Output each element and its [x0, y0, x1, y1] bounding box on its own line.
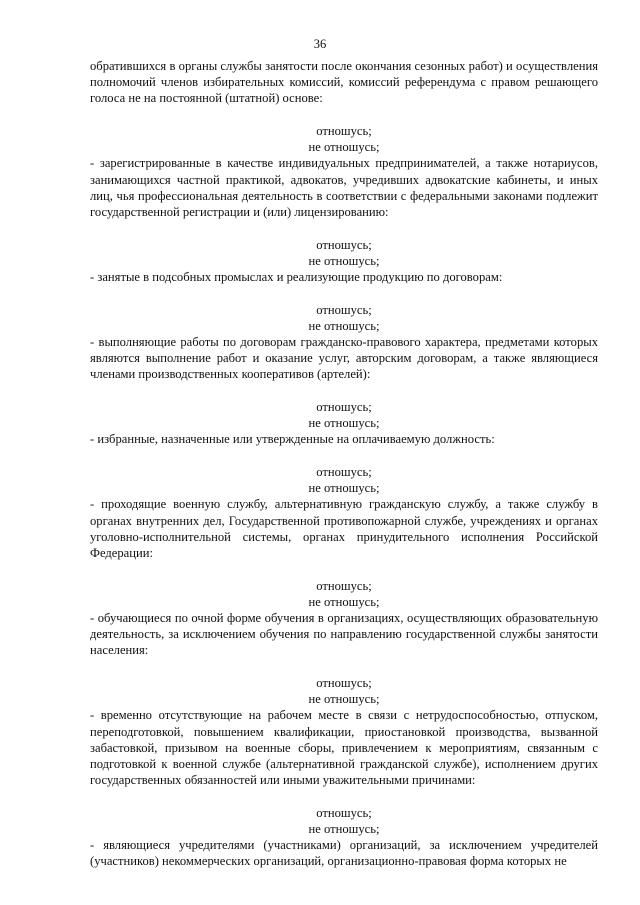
option-no: не отношусь; [308, 692, 380, 707]
list-item-full-time-students: - обучающиеся по очной форме обучения в организациях, осуществляющих образовательную деятельность, за исключением обучения по направлению государственной службы занятости населения: [90, 611, 598, 658]
list-item-elected-positions: - избранные, назначенные или утвержденные на оплачиваемую должность: [90, 432, 495, 447]
option-no: не отношусь; [308, 594, 380, 609]
list-item-subsidiary-crafts: - занятые в подсобных промыслах и реализующие продукцию по договорам: [90, 270, 503, 285]
option-yes: отношусь; [316, 400, 372, 415]
list-item-civil-contracts: - выполняющие работы по договорам гражданско-правового характера, предметами которых являются выполнение работ и оказание услуг, авторским договорам, а также являющиеся членами производственных кооперативов (артелей): [90, 335, 598, 382]
option-no: не отношусь; [308, 140, 380, 155]
option-no: не отношусь; [308, 253, 380, 268]
intro-paragraph: обратившихся в органы службы занятости после окончания сезонных работ) и осуществления полномочий членов избирательных комиссий, комиссий референдума с правом решающего голоса не на постоянной (штатной) основе: [90, 59, 598, 106]
list-item-founders: - являющиеся учредителями (участниками) организаций, за исключением учредителей (участников) некоммерческих организаций, организационно-правовая форма которых не [90, 838, 598, 869]
option-yes: отношусь; [316, 578, 372, 593]
option-yes: отношусь; [316, 124, 372, 138]
option-no: не отношусь; [308, 822, 380, 837]
list-item-military-service: - проходящие военную службу, альтернативную гражданскую службу, а также службу в органах внутренних дел, Государственной противопожарной службе, учреждениях и органах уголовно-исполнительной системы, органах принудительного исполнения Российской Федерации: [90, 497, 598, 561]
option-yes: отношусь; [316, 805, 372, 820]
option-no: не отношусь; [308, 416, 380, 431]
list-item-entrepreneurs: - зарегистрированные в качестве индивидуальных предпринимателей, а также нотариусов, занимающихся частной практикой, адвокатов, учредивших адвокатские кабинеты, и иных лиц, чья профессиональная деятельность в соответствии с федеральными законами подлежит государственной регистрации и (или) лицензированию: [90, 156, 598, 220]
page-number: 36 [313, 37, 327, 51]
option-yes: отношусь; [316, 237, 372, 252]
option-no: не отношусь; [308, 318, 380, 333]
option-no: не отношусь; [308, 481, 380, 496]
option-yes: отношусь; [316, 465, 372, 480]
option-yes: отношусь; [316, 676, 372, 691]
document-body [90, 58, 598, 870]
option-yes: отношусь; [316, 302, 372, 317]
list-item-temporarily-absent: - временно отсутствующие на рабочем месте в связи с нетрудоспособностью, отпуском, переподготовкой, повышением квалификации, приостановкой производства, вызванной забастовкой, призывом на военные сборы, привлечением к мероприятиям, связанным с подготовкой к военной службе (альтернативной гражданской службе), исполнением других государственных обязанностей или иными уважительными причинами: [90, 708, 598, 788]
